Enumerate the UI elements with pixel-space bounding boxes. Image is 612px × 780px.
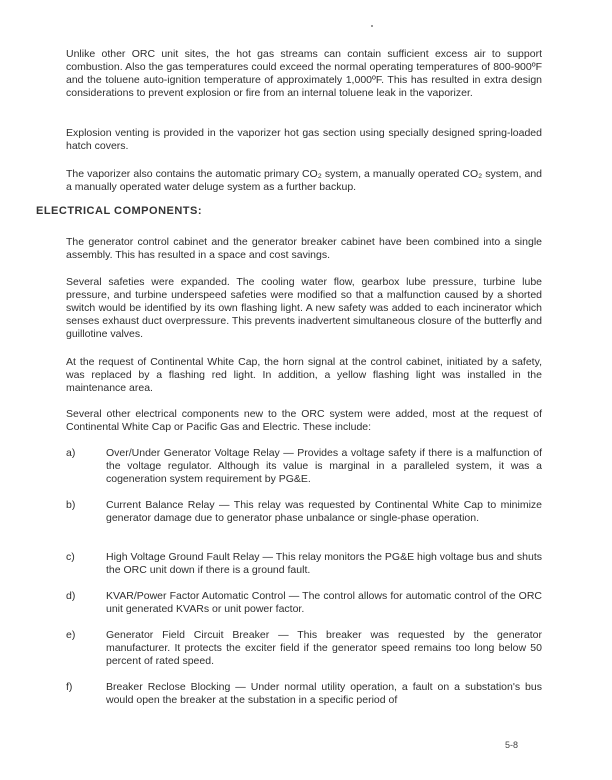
list-item-label: d) xyxy=(66,590,76,602)
paragraph-co2-system: The vaporizer also contains the automatic primary CO₂ system, a manually operated CO₂ system, and a manually operated water deluge system as a further backup. xyxy=(66,168,542,193)
list-item-text: Generator Field Circuit Breaker — This breaker was requested by the generator manufacturer. It protects the exciter field if the generator speed remains too long below 50 percent of rated speed. xyxy=(106,629,542,667)
list-item-text: High Voltage Ground Fault Relay — This relay monitors the PG&E high voltage bus and shuts the ORC unit down if there is a ground fault. xyxy=(106,551,542,576)
list-item-label: c) xyxy=(66,551,75,563)
list-item-label: b) xyxy=(66,499,76,511)
list-item-label: a) xyxy=(66,447,76,459)
scan-speck xyxy=(371,25,373,27)
paragraph-other-components: Several other electrical components new to the ORC system were added, most at the request of Continental White Cap or Pacific Gas and Electric. These include: xyxy=(66,408,542,433)
list-item-text: Breaker Reclose Blocking — Under normal utility operation, a fault on a substation's bus would open the breaker at the substation in a specific period of xyxy=(106,681,542,706)
list-item-text: KVAR/Power Factor Automatic Control — The control allows for automatic control of the ORC unit generated KVARs or unit power factor. xyxy=(106,590,542,615)
list-item-text: Current Balance Relay — This relay was requested by Continental White Cap to minimize generator damage due to generator phase unbalance or single-phase operation. xyxy=(106,499,542,524)
list-item-label: f) xyxy=(66,681,73,693)
page-number: 5-8 xyxy=(505,740,519,750)
paragraph-horn-signal: At the request of Continental White Cap, the horn signal at the control cabinet, initiated by a safety, was replaced by a flashing red light. In addition, a yellow flashing light was installed in the maintenance area. xyxy=(66,356,542,394)
paragraph-cabinet: The generator control cabinet and the generator breaker cabinet have been combined into a single assembly. This has resulted in a space and cost savings. xyxy=(66,236,542,261)
section-heading: ELECTRICAL COMPONENTS: xyxy=(36,205,203,217)
paragraph-explosion-venting: Explosion venting is provided in the vaporizer hot gas section using specially designed spring-loaded hatch covers. xyxy=(66,127,542,152)
paragraph-combustion: Unlike other ORC unit sites, the hot gas streams can contain sufficient excess air to support combustion. Also the gas temperatures could exceed the normal operating temperatures of 800-900ºF and the toluene auto-ignition temperature of approximately 1,000ºF. This has resulted in extra design considerations to prevent explosion or fire from an internal toluene leak in the vaporizer. xyxy=(66,48,542,99)
paragraph-safeties: Several safeties were expanded. The cooling water flow, gearbox lube pressure, turbine lube pressure, and turbine underspeed safeties were modified so that a malfunction caused by a shorted switch would be identified by its own flashing light. A new safety was added to each incinerator which senses exhaust duct overpressure. This prevents inadvertent simultaneous closure of the butterfly and guillotine valves. xyxy=(66,276,542,340)
list-item-label: e) xyxy=(66,629,76,641)
list-item-text: Over/Under Generator Voltage Relay — Provides a voltage safety if there is a malfunction of the voltage regulator. Although its value is marginal in a paralleled system, it was a cogeneration system requirement by PG&E. xyxy=(106,447,542,485)
